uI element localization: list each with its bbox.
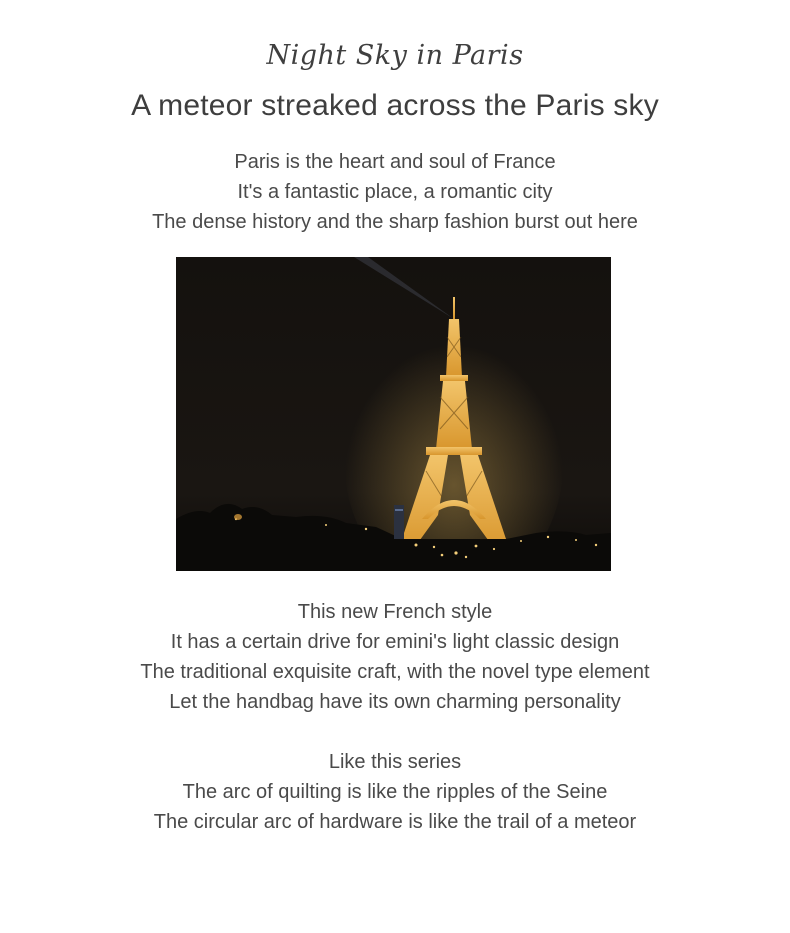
intro-paragraph — [0, 147, 790, 237]
series-line: Like this series — [328, 751, 462, 773]
intro-line: The dense history and the sharp fashion burst out here — [152, 211, 638, 233]
series-line: The circular arc of hardware is like the trail of a meteor — [153, 811, 637, 833]
style-line: This new French style — [297, 601, 493, 623]
style-line: The traditional exquisite craft, with the novel type element — [140, 661, 650, 683]
eiffel-tower-night-photo — [176, 257, 611, 571]
script-title: Night Sky in Paris — [266, 40, 524, 71]
style-paragraph — [0, 597, 790, 717]
intro-line: It's a fantastic place, a romantic city — [237, 181, 553, 203]
style-line: Let the handbag have its own charming personality — [169, 691, 621, 713]
series-paragraph — [0, 747, 790, 837]
style-line: It has a certain drive for emini's light classic design — [170, 631, 620, 653]
eiffel-tower-illustration — [176, 257, 611, 571]
page-headline: A meteor streaked across the Paris sky — [131, 89, 659, 122]
series-line: The arc of quilting is like the ripples of the Seine — [182, 781, 608, 803]
intro-line: Paris is the heart and soul of France — [234, 151, 556, 173]
